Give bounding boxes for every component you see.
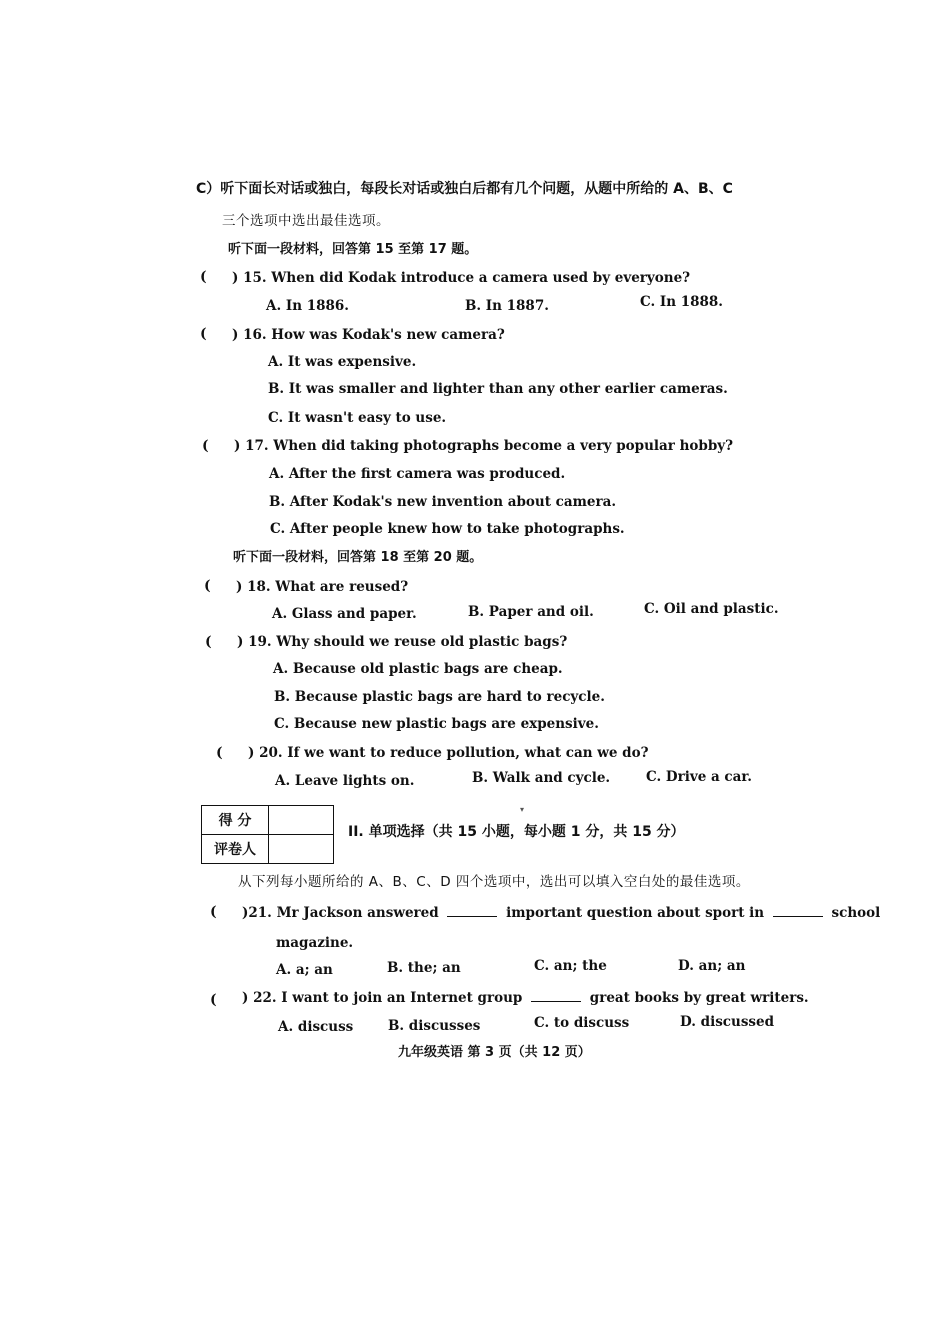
- group1-header: 听下面一段材料，回答第 15 至第 17 题。: [228, 242, 478, 257]
- q17-paren: (: [202, 438, 209, 454]
- q15-option-a: A. In 1886.: [266, 298, 349, 314]
- section-c-instruction-line1: C）听下面长对话或独白，每段长对话或独白后都有几个问题，从题中所给的 A、B、C: [196, 181, 733, 197]
- q16-option-a: A. It was expensive.: [268, 354, 417, 370]
- section-ii-instruction: 从下列每小题所给的 A、B、C、D 四个选项中，选出可以填入空白处的最佳选项。: [238, 874, 750, 890]
- q21-part2: important question about sport in: [506, 905, 765, 921]
- q15-option-c: C. In 1888.: [640, 294, 724, 310]
- q21-paren: (: [210, 904, 217, 920]
- q22-question: [242, 989, 809, 1007]
- q21-part3: school: [831, 905, 881, 921]
- q20-option-c: C. Drive a car.: [646, 769, 752, 785]
- score-value-cell[interactable]: [269, 806, 334, 835]
- q15-option-b: B. In 1887.: [465, 298, 549, 314]
- q21-option-a: A. a; an: [276, 962, 333, 978]
- q19-option-b: B. Because plastic bags are hard to recycle.: [274, 689, 605, 705]
- q18-option-b: B. Paper and oil.: [468, 604, 594, 620]
- q16-paren: (: [200, 326, 207, 342]
- score-label: 得 分: [202, 806, 269, 835]
- q16-text: ) 16. How was Kodak's new camera?: [232, 327, 505, 343]
- scan-speck: ▾: [520, 805, 525, 814]
- q19-text: ) 19. Why should we reuse old plastic bags?: [237, 634, 568, 650]
- q16-option-c: C. It wasn't easy to use.: [268, 410, 447, 426]
- q22-option-a: A. discuss: [278, 1019, 354, 1035]
- q22-part1: ) 22. I want to join an Internet group: [242, 990, 523, 1006]
- q15-text: ) 15. When did Kodak introduce a camera used by everyone?: [232, 270, 691, 286]
- q21-option-b: B. the; an: [387, 960, 461, 976]
- q22-paren: (: [210, 992, 217, 1008]
- q22-option-d: D. discussed: [680, 1014, 775, 1030]
- q17-option-b: B. After Kodak's new invention about camera.: [269, 494, 617, 510]
- q17-option-a: A. After the first camera was produced.: [269, 466, 566, 482]
- section-ii-title: II. 单项选择（共 15 小题，每小题 1 分，共 15 分）: [348, 824, 685, 840]
- q19-paren: (: [205, 634, 212, 650]
- grader-label: 评卷人: [202, 835, 269, 864]
- q18-option-c: C. Oil and plastic.: [644, 601, 779, 617]
- q19-option-c: C. Because new plastic bags are expensive.: [274, 716, 599, 732]
- q21-blank-2[interactable]: [773, 904, 823, 917]
- q22-blank[interactable]: [531, 989, 581, 1002]
- q18-option-a: A. Glass and paper.: [272, 606, 417, 622]
- q21-blank-1[interactable]: [447, 904, 497, 917]
- q16-option-b: B. It was smaller and lighter than any other earlier cameras.: [268, 381, 728, 397]
- q18-paren: (: [204, 578, 211, 594]
- q21-line2: magazine.: [276, 935, 354, 951]
- q22-option-c: C. to discuss: [534, 1015, 630, 1031]
- score-box: [201, 805, 334, 864]
- q19-option-a: A. Because old plastic bags are cheap.: [273, 661, 563, 677]
- q22-part2: great books by great writers.: [589, 990, 809, 1006]
- q15-paren: (: [200, 269, 207, 285]
- q20-text: ) 20. If we want to reduce pollution, what can we do?: [248, 745, 649, 761]
- page-footer: 九年级英语 第 3 页（共 12 页）: [398, 1045, 591, 1060]
- section-c-instruction-line2: 三个选项中选出最佳选项。: [222, 213, 390, 229]
- q21-option-c: C. an; the: [534, 958, 607, 974]
- q21-question: [242, 904, 880, 922]
- grader-value-cell[interactable]: [269, 835, 334, 864]
- q20-option-a: A. Leave lights on.: [275, 773, 415, 789]
- q18-text: ) 18. What are reused?: [236, 579, 409, 595]
- q22-option-b: B. discusses: [388, 1018, 481, 1034]
- q20-option-b: B. Walk and cycle.: [472, 770, 611, 786]
- q21-part1: )21. Mr Jackson answered: [242, 905, 439, 921]
- q21-option-d: D. an; an: [678, 958, 746, 974]
- group2-header: 听下面一段材料，回答第 18 至第 20 题。: [233, 550, 483, 565]
- q20-paren: (: [216, 745, 223, 761]
- q17-option-c: C. After people knew how to take photographs.: [270, 521, 625, 537]
- q17-text: ) 17. When did taking photographs become a very popular hobby?: [234, 438, 734, 454]
